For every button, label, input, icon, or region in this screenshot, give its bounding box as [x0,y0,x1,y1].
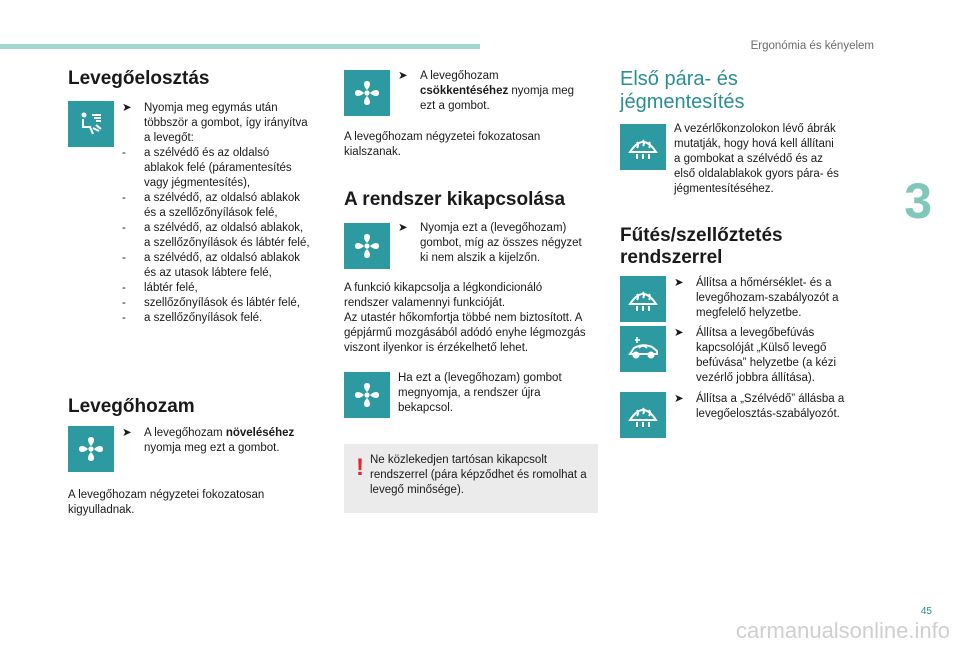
section-title-distribution: Levegőelosztás [68,68,210,89]
section-title-off: A rendszer kikapcsolása [344,189,566,210]
fan-icon [68,426,114,472]
off-instruction: ➤ Nyomja ezt a (levegőhozam) gombot, míg az összes négyzet ki nem alszik a kijelzőn. [398,222,582,264]
fan-icon [344,223,390,269]
windscreen-demist-icon [620,276,666,322]
arrow-bullet-icon: ➤ [674,327,684,339]
heating-step-3: ➤ Állítsa a „Szélvédő” állásba a levegőelosztás-szabályozót. [674,393,845,420]
list-item: - a szélvédő, az oldalsó ablakok és a szellőzőnyílások felé, [122,192,300,219]
section-title-heating: Fűtés/szellőztetés rendszerrel [620,225,783,268]
list-item: - szellőzőnyílások és lábtér felé, [122,297,300,309]
on-instruction: Ha ezt a (levegőhozam) gombot megnyomja, a rendszer újra bekapcsol. [398,372,562,414]
arrow-bullet-icon: ➤ [398,70,408,82]
fan-icon [344,372,390,418]
watermark: carmanualsonline.info [735,618,950,643]
windscreen-demist-icon [620,124,666,170]
page-number: 45 [920,606,932,617]
heating-step-2: ➤ Állítsa a levegőbefúvás kapcsolóját „Külső levegő befúvása” helyzetbe (a kézi vezérlő jobbra állítása). [674,327,836,384]
arrow-bullet-icon: ➤ [122,102,132,114]
chapter-number: 3 [904,173,932,229]
warning-box [344,444,598,513]
list-item: - lábtér felé, [122,282,198,294]
section-title-flow: Levegőhozam [68,396,195,417]
warning-icon: ! [356,454,364,481]
list-item: - a szellőzőnyílások felé. [122,312,263,324]
header-bar [0,44,480,49]
distribution-instructions: ➤ Nyomja meg egymás után többször a gombot, így irányítva a levegőt: - a szélvédő és az oldalsó ablakok felé (páramentesítés vagy jégmentesítés), - a szélvédő, az oldalsó ablakok és a szellőzőnyílások felé, - a szélvédő, az oldalsó ablakok, a szellőzőnyílások és lábtér felé, - a szélvédő, az oldalsó ablakok és az utasok lábtere felé, - lábtér felé, - szellőzőnyílások és lábtér felé, - a szellőzőnyílások felé. [122,101,332,326]
off-description: A funkció kikapcsolja a légkondicionáló rendszer valamennyi funkcióját. Az utastér hőkomfortja többé nem biztosított. A gépjármű mozgásából adódó enyhe légmozgás viszont ilyenkor is érzékelhető lehet. [344,282,586,354]
air-distribution-icon [68,101,114,147]
section-title-defog: Első pára- és jégmentesítés [620,68,745,113]
arrow-bullet-icon: ➤ [674,277,684,289]
list-item: - a szélvédő, az oldalsó ablakok és az utasok lábtere felé, [122,252,300,279]
arrow-bullet-icon: ➤ [122,427,132,439]
heating-step-1: ➤ Állítsa a hőmérséklet- és a levegőhozam-szabályozót a megfelelő helyzetbe. [674,277,839,319]
fan-icon [344,70,390,116]
list-item: - a szélvédő és az oldalsó ablakok felé (páramentesítés vagy jégmentesítés), [122,147,292,189]
arrow-bullet-icon: ➤ [398,222,408,234]
list-item: - a szélvédő, az oldalsó ablakok, a szellőzőnyílások és lábtér felé, [122,222,310,249]
defog-description: A vezérlőkonzolokon lévő ábrák mutatják, hogy hová kell állítani a gombokat a szélvédő és az első oldalablakok gyors pára- és jégmentesítéséhez. [674,123,839,195]
flow-decrease-note: A levegőhozam négyzetei fokozatosan kialszanak. [344,131,541,158]
flow-increase-instruction: ➤ A levegőhozam növeléséhez nyomja meg ezt a gombot. [122,427,295,454]
flow-increase-note: A levegőhozam négyzetei fokozatosan kigyulladnak. [68,489,265,516]
flow-decrease-instruction: ➤ A levegőhozam csökkentéséhez nyomja meg ezt a gombot. [398,70,575,112]
warning-text: Ne közlekedjen tartósan kikapcsolt rendszerrel (pára képződhet és romolhat a levegő minősége). [370,454,587,496]
windscreen-demist-icon [620,392,666,438]
chapter-title: Ergonómia és kényelem [750,40,874,52]
arrow-bullet-icon: ➤ [674,393,684,405]
outside-air-intake-icon [620,326,666,372]
